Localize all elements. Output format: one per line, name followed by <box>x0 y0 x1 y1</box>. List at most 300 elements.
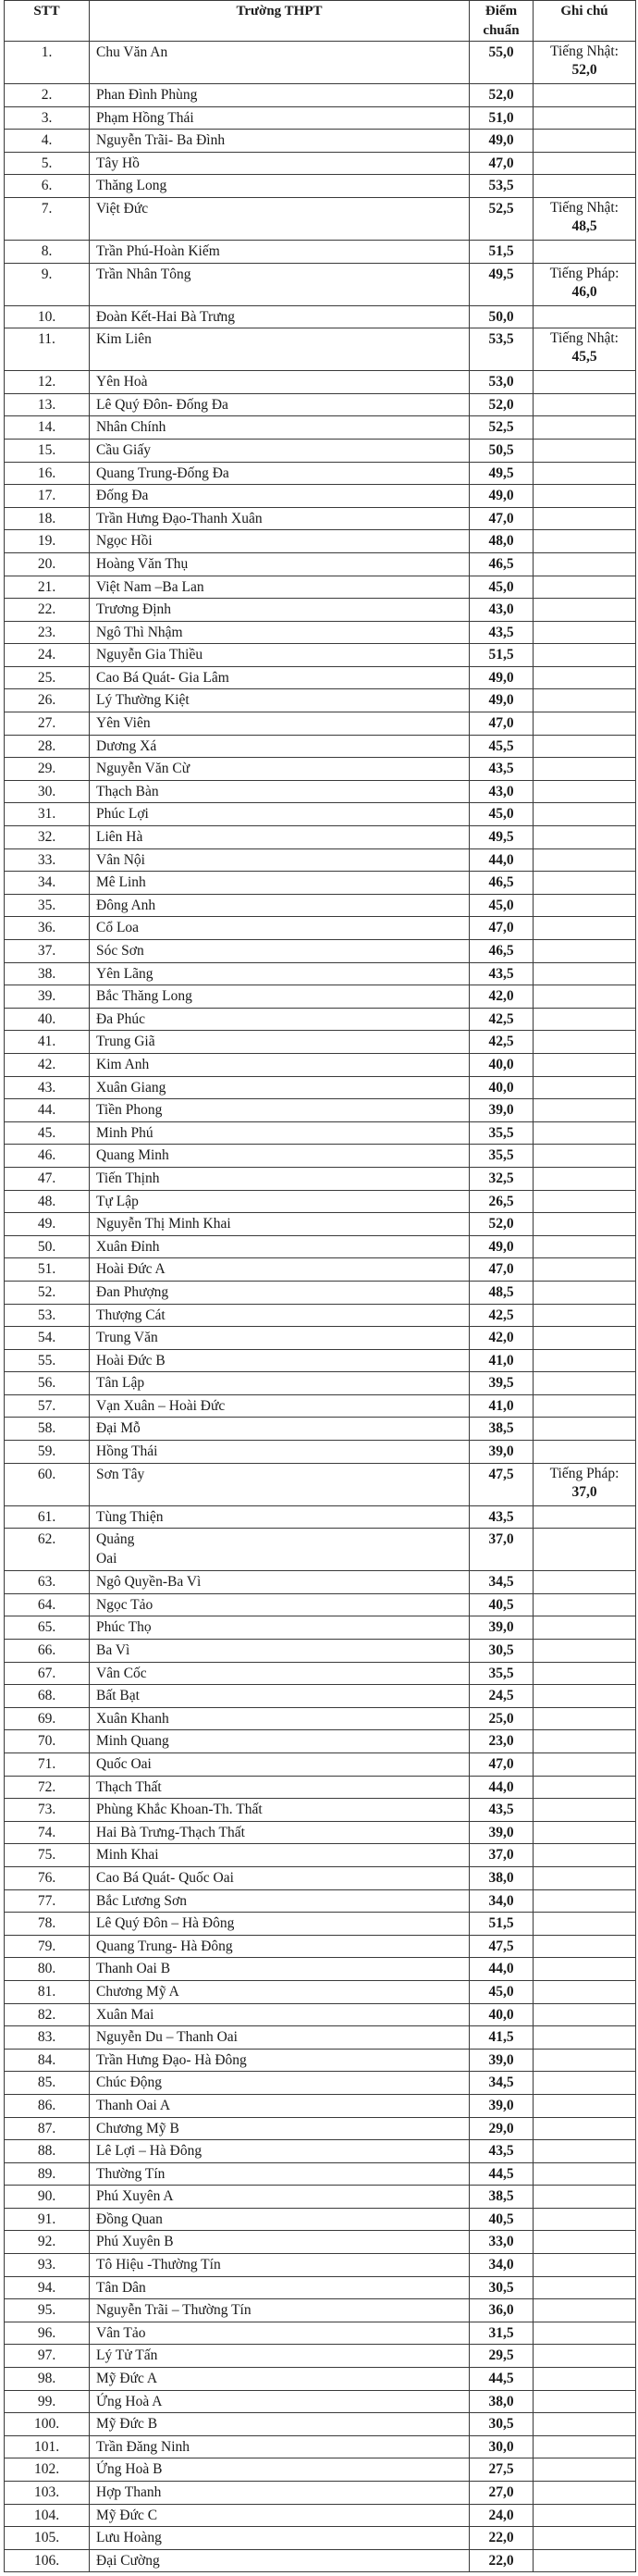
row-school-name: Lưu Hoàng <box>90 2527 470 2550</box>
row-school-name: Cao Bá Quát- Quốc Oai <box>90 1866 470 1889</box>
row-school-name: Lý Thường Kiệt <box>90 689 470 712</box>
row-school-name: Trương Định <box>90 599 470 622</box>
table-row <box>5 2322 636 2345</box>
row-school-name: Trần Hưng Đạo-Thanh Xuân <box>90 507 470 530</box>
row-note <box>534 1008 636 1031</box>
row-stt: 9. <box>5 263 90 305</box>
row-score: 52,0 <box>470 393 534 416</box>
table-row <box>5 2527 636 2550</box>
table-row <box>5 2390 636 2413</box>
row-score: 52,0 <box>470 84 534 107</box>
table-row <box>5 2026 636 2050</box>
row-note <box>534 962 636 985</box>
table-row <box>5 644 636 667</box>
row-score: 44,5 <box>470 2368 534 2391</box>
table-row <box>5 2003 636 2026</box>
row-score: 41,5 <box>470 2026 534 2050</box>
row-note <box>534 2482 636 2505</box>
table-row <box>5 2117 636 2140</box>
row-school-name: Nguyễn Trãi – Thường Tín <box>90 2299 470 2322</box>
row-score: 38,0 <box>470 2390 534 2413</box>
row-stt: 104. <box>5 2504 90 2527</box>
row-stt: 64. <box>5 1593 90 1616</box>
table-row <box>5 1190 636 1213</box>
row-note <box>534 1304 636 1327</box>
table-row <box>5 1662 636 1685</box>
row-note <box>534 84 636 107</box>
row-score: 22,0 <box>470 2549 534 2572</box>
row-stt: 29. <box>5 758 90 781</box>
row-school-name: Trần Hưng Đạo- Hà Đông <box>90 2049 470 2072</box>
row-score: 30,5 <box>470 2276 534 2299</box>
row-school-name: Chúc Động <box>90 2072 470 2095</box>
row-stt: 26. <box>5 689 90 712</box>
header-score: Điểm chuẩn <box>470 1 534 42</box>
table-row <box>5 599 636 622</box>
row-stt: 103. <box>5 2482 90 2505</box>
row-note <box>534 2003 636 2026</box>
row-school-name: Đoàn Kết-Hai Bà Trưng <box>90 305 470 328</box>
row-stt: 40. <box>5 1008 90 1031</box>
table-row <box>5 621 636 644</box>
row-score: 49,0 <box>470 666 534 689</box>
row-school-name: Xuân Đỉnh <box>90 1235 470 1258</box>
table-row <box>5 1913 636 1936</box>
table-body <box>5 42 636 2572</box>
row-score: 27,0 <box>470 2482 534 2505</box>
row-school-name: Yên Viên <box>90 712 470 736</box>
row-school-name: Hồng Thái <box>90 1441 470 1464</box>
row-score: 29,0 <box>470 2117 534 2140</box>
school-name-line-1: Quảng <box>96 1531 135 1548</box>
row-score: 33,0 <box>470 2231 534 2254</box>
row-stt: 8. <box>5 240 90 263</box>
row-note <box>534 644 636 667</box>
table-row <box>5 2299 636 2322</box>
table-row <box>5 328 636 371</box>
row-score: 43,5 <box>470 2140 534 2163</box>
row-note <box>534 530 636 553</box>
row-school-name: Quang Minh <box>90 1145 470 1168</box>
row-score: 51,5 <box>470 1913 534 1936</box>
row-stt: 49. <box>5 1213 90 1236</box>
row-note <box>534 1372 636 1395</box>
row-note <box>534 780 636 803</box>
header-note: Ghi chú <box>534 1 636 42</box>
table-row <box>5 106 636 130</box>
table-row <box>5 1593 636 1616</box>
table-row <box>5 894 636 917</box>
row-school-name: Trần Đăng Ninh <box>90 2435 470 2458</box>
row-note <box>534 2254 636 2277</box>
table-row <box>5 1529 636 1571</box>
row-stt: 32. <box>5 826 90 849</box>
row-score: 26,5 <box>470 1190 534 1213</box>
row-stt: 102. <box>5 2458 90 2482</box>
row-stt: 4. <box>5 130 90 153</box>
row-stt: 19. <box>5 530 90 553</box>
row-school-name: Minh Khai <box>90 1844 470 1867</box>
row-stt: 99. <box>5 2390 90 2413</box>
row-school-name: Trần Nhân Tông <box>90 263 470 305</box>
row-stt: 78. <box>5 1913 90 1936</box>
row-school-name: Lý Tử Tấn <box>90 2345 470 2368</box>
row-school-name: Vân Nội <box>90 848 470 872</box>
note-language-score: 48,5 <box>571 217 597 234</box>
row-school-name: Đông Anh <box>90 894 470 917</box>
row-score: 51,5 <box>470 644 534 667</box>
row-note <box>534 552 636 576</box>
table-row <box>5 2072 636 2095</box>
row-stt: 93. <box>5 2254 90 2277</box>
row-score: 31,5 <box>470 2322 534 2345</box>
table-row <box>5 2254 636 2277</box>
row-score: 49,0 <box>470 689 534 712</box>
row-score: 35,5 <box>470 1121 534 1145</box>
row-school-name: Xuân Khanh <box>90 1707 470 1730</box>
school-name-line-2: Oai <box>96 1551 117 1567</box>
row-score: 39,0 <box>470 1616 534 1640</box>
row-note <box>534 1213 636 1236</box>
table-row <box>5 2208 636 2231</box>
row-score: 47,5 <box>470 1935 534 1958</box>
row-stt: 81. <box>5 1980 90 2003</box>
row-stt: 98. <box>5 2368 90 2391</box>
table-row <box>5 240 636 263</box>
row-note <box>534 2504 636 2527</box>
row-stt: 51. <box>5 1258 90 1282</box>
table-row <box>5 1349 636 1372</box>
row-note <box>534 130 636 153</box>
row-school-name: Thường Tín <box>90 2162 470 2186</box>
row-score: 43,5 <box>470 962 534 985</box>
row-school-name: Lê Quý Đôn – Hà Đông <box>90 1913 470 1936</box>
row-score: 42,5 <box>470 1008 534 1031</box>
row-score: 43,0 <box>470 780 534 803</box>
row-stt: 30. <box>5 780 90 803</box>
row-stt: 50. <box>5 1235 90 1258</box>
table-row <box>5 130 636 153</box>
row-stt: 57. <box>5 1394 90 1418</box>
table-row <box>5 576 636 599</box>
row-score: 23,0 <box>470 1730 534 1753</box>
row-school-name: Bất Bạt <box>90 1685 470 1708</box>
note-language-score: 52,0 <box>571 62 597 78</box>
table-row <box>5 917 636 940</box>
row-school-name: Mỹ Đức A <box>90 2368 470 2391</box>
row-stt: 80. <box>5 1958 90 1981</box>
table-row <box>5 2049 636 2072</box>
table-row <box>5 1304 636 1327</box>
row-stt: 3. <box>5 106 90 130</box>
header-stt: STT <box>5 1 90 42</box>
row-school-name: Vạn Xuân – Hoài Đức <box>90 1394 470 1418</box>
row-score: 45,0 <box>470 1980 534 2003</box>
table-row <box>5 689 636 712</box>
table-row <box>5 1799 636 1822</box>
row-stt: 13. <box>5 393 90 416</box>
table-row <box>5 1844 636 1867</box>
row-note <box>534 2527 636 2550</box>
row-note <box>534 2549 636 2572</box>
row-school-name: Quang Trung- Hà Đông <box>90 1935 470 1958</box>
table-header-row <box>5 1 636 42</box>
row-score: 27,5 <box>470 2458 534 2482</box>
row-score: 25,0 <box>470 1707 534 1730</box>
row-stt: 59. <box>5 1441 90 1464</box>
table-row <box>5 1008 636 1031</box>
row-score: 39,0 <box>470 1099 534 1122</box>
table-row <box>5 1258 636 1282</box>
row-school-name: Lê Quý Đôn- Đống Đa <box>90 393 470 416</box>
row-note <box>534 305 636 328</box>
row-school-name: Nhân Chính <box>90 416 470 440</box>
table-row <box>5 1463 636 1505</box>
row-note <box>534 1053 636 1076</box>
row-stt: 42. <box>5 1053 90 1076</box>
row-stt: 89. <box>5 2162 90 2186</box>
row-score: 53,0 <box>470 371 534 394</box>
row-note <box>534 2390 636 2413</box>
row-stt: 12. <box>5 371 90 394</box>
row-note <box>534 2140 636 2163</box>
row-stt: 45. <box>5 1121 90 1145</box>
row-school-name: Nguyễn Trãi- Ba Đình <box>90 130 470 153</box>
row-score: 44,0 <box>470 848 534 872</box>
row-school-name: Xuân Giang <box>90 1076 470 1099</box>
row-school-name: Phú Xuyên B <box>90 2231 470 2254</box>
table-row <box>5 803 636 826</box>
table-row <box>5 1753 636 1777</box>
row-note <box>534 106 636 130</box>
row-note <box>534 1571 636 1594</box>
row-note <box>534 2049 636 2072</box>
row-note <box>534 371 636 394</box>
table-row <box>5 985 636 1009</box>
table-row <box>5 2140 636 2163</box>
table-row <box>5 42 636 84</box>
note-language: Tiếng Nhật: <box>550 199 619 216</box>
table-row <box>5 666 636 689</box>
row-school-name: Trung Văn <box>90 1327 470 1350</box>
row-school-name: Đống Đa <box>90 485 470 508</box>
note-language-score: 37,0 <box>571 1483 597 1500</box>
row-stt: 44. <box>5 1099 90 1122</box>
row-stt: 73. <box>5 1799 90 1822</box>
row-score: 47,0 <box>470 1258 534 1282</box>
table-row <box>5 1821 636 1844</box>
row-stt: 39. <box>5 985 90 1009</box>
row-score: 51,0 <box>470 106 534 130</box>
row-school-name: Yên Hoà <box>90 371 470 394</box>
row-note <box>534 1394 636 1418</box>
row-score: 49,0 <box>470 130 534 153</box>
table-row <box>5 1505 636 1529</box>
row-stt: 35. <box>5 894 90 917</box>
row-school-name: Tùng Thiện <box>90 1505 470 1529</box>
row-stt: 5. <box>5 152 90 175</box>
row-note <box>534 985 636 1009</box>
table-row <box>5 1418 636 1441</box>
row-stt: 106. <box>5 2549 90 2572</box>
row-school-name: Trung Giã <box>90 1031 470 1054</box>
row-score: 34,5 <box>470 2072 534 2095</box>
row-stt: 67. <box>5 1662 90 1685</box>
row-note <box>534 2208 636 2231</box>
row-stt: 100. <box>5 2413 90 2436</box>
table-row <box>5 1053 636 1076</box>
row-school-name: Tiền Phong <box>90 1099 470 1122</box>
row-stt: 53. <box>5 1304 90 1327</box>
table-row <box>5 826 636 849</box>
row-stt: 43. <box>5 1076 90 1099</box>
row-school-name: Hoài Đức A <box>90 1258 470 1282</box>
row-note <box>534 917 636 940</box>
row-stt: 82. <box>5 2003 90 2026</box>
row-stt: 76. <box>5 1866 90 1889</box>
row-stt: 37. <box>5 940 90 963</box>
row-note <box>534 439 636 462</box>
row-note <box>534 599 636 622</box>
row-stt: 1. <box>5 42 90 84</box>
table-row <box>5 1889 636 1913</box>
row-stt: 77. <box>5 1889 90 1913</box>
row-school-name: Thạch Bàn <box>90 780 470 803</box>
row-score: 45,5 <box>470 735 534 758</box>
row-score: 29,5 <box>470 2345 534 2368</box>
row-score: 39,0 <box>470 2094 534 2117</box>
row-stt: 83. <box>5 2026 90 2050</box>
row-note <box>534 1190 636 1213</box>
row-note <box>534 1099 636 1122</box>
note-language: Tiếng Pháp: <box>549 1465 620 1481</box>
table-row <box>5 1076 636 1099</box>
table-row <box>5 1958 636 1981</box>
row-note <box>534 1327 636 1350</box>
note-language-score: 46,0 <box>571 283 597 300</box>
row-note <box>534 1707 636 1730</box>
row-note <box>534 1281 636 1304</box>
row-stt: 34. <box>5 872 90 895</box>
row-note <box>534 1821 636 1844</box>
row-note <box>534 42 636 84</box>
row-stt: 24. <box>5 644 90 667</box>
row-school-name <box>90 1529 470 1571</box>
row-school-name: Hai Bà Trưng-Thạch Thất <box>90 1821 470 1844</box>
row-note <box>534 2276 636 2299</box>
admission-score-table <box>4 0 636 2572</box>
row-school-name: Mỹ Đức B <box>90 2413 470 2436</box>
row-school-name: Ứng Hoà A <box>90 2390 470 2413</box>
row-score: 44,0 <box>470 1776 534 1799</box>
row-score: 49,5 <box>470 263 534 305</box>
row-score: 52,5 <box>470 197 534 240</box>
row-score: 39,0 <box>470 1821 534 1844</box>
table-row <box>5 2504 636 2527</box>
row-note <box>534 1258 636 1282</box>
row-school-name: Minh Phú <box>90 1121 470 1145</box>
row-school-name: Quốc Oai <box>90 1753 470 1777</box>
row-score: 49,5 <box>470 826 534 849</box>
row-score: 42,0 <box>470 985 534 1009</box>
row-school-name: Xuân Mai <box>90 2003 470 2026</box>
row-score: 40,0 <box>470 1053 534 1076</box>
row-school-name: Hợp Thanh <box>90 2482 470 2505</box>
table-row <box>5 1685 636 1708</box>
table-row <box>5 2162 636 2186</box>
row-stt: 18. <box>5 507 90 530</box>
row-score: 48,0 <box>470 530 534 553</box>
table-row <box>5 485 636 508</box>
row-note <box>534 328 636 371</box>
row-score: 50,5 <box>470 439 534 462</box>
table-row <box>5 2413 636 2436</box>
table-row <box>5 1571 636 1594</box>
row-stt: 63. <box>5 1571 90 1594</box>
table-row <box>5 1213 636 1236</box>
row-stt: 97. <box>5 2345 90 2368</box>
row-note <box>534 1031 636 1054</box>
row-stt: 25. <box>5 666 90 689</box>
row-score: 24,5 <box>470 1685 534 1708</box>
row-school-name: Thăng Long <box>90 175 470 198</box>
row-school-name: Hoài Đức B <box>90 1349 470 1372</box>
row-school-name: Hoàng Văn Thụ <box>90 552 470 576</box>
row-score: 40,5 <box>470 1593 534 1616</box>
row-school-name: Tân Lập <box>90 1372 470 1395</box>
row-school-name: Phan Đình Phùng <box>90 84 470 107</box>
row-score: 45,0 <box>470 576 534 599</box>
table-row <box>5 393 636 416</box>
row-stt: 86. <box>5 2094 90 2117</box>
row-school-name: Phùng Khắc Khoan-Th. Thất <box>90 1799 470 1822</box>
row-note <box>534 1935 636 1958</box>
row-note <box>534 2117 636 2140</box>
row-score: 32,5 <box>470 1167 534 1190</box>
row-stt: 41. <box>5 1031 90 1054</box>
row-stt: 47. <box>5 1167 90 1190</box>
row-note <box>534 2322 636 2345</box>
row-stt: 71. <box>5 1753 90 1777</box>
row-score: 30,5 <box>470 2413 534 2436</box>
row-note <box>534 712 636 736</box>
row-note <box>534 1889 636 1913</box>
row-stt: 6. <box>5 175 90 198</box>
row-score: 49,0 <box>470 1235 534 1258</box>
header-school: Trường THPT <box>90 1 470 42</box>
row-stt: 7. <box>5 197 90 240</box>
row-score: 51,5 <box>470 240 534 263</box>
row-stt: 94. <box>5 2276 90 2299</box>
row-school-name: Nguyễn Du – Thanh Oai <box>90 2026 470 2050</box>
row-note <box>534 1167 636 1190</box>
row-note <box>534 1463 636 1505</box>
row-note <box>534 1685 636 1708</box>
row-school-name: Tiến Thịnh <box>90 1167 470 1190</box>
row-score: 36,0 <box>470 2299 534 2322</box>
row-stt: 17. <box>5 485 90 508</box>
row-stt: 36. <box>5 917 90 940</box>
row-score: 43,5 <box>470 1505 534 1529</box>
table-row <box>5 1167 636 1190</box>
row-score: 52,0 <box>470 1213 534 1236</box>
row-score: 39,5 <box>470 1372 534 1395</box>
table-row <box>5 1121 636 1145</box>
row-school-name: Tây Hồ <box>90 152 470 175</box>
row-score: 35,5 <box>470 1145 534 1168</box>
row-score: 35,5 <box>470 1662 534 1685</box>
row-score: 41,0 <box>470 1349 534 1372</box>
